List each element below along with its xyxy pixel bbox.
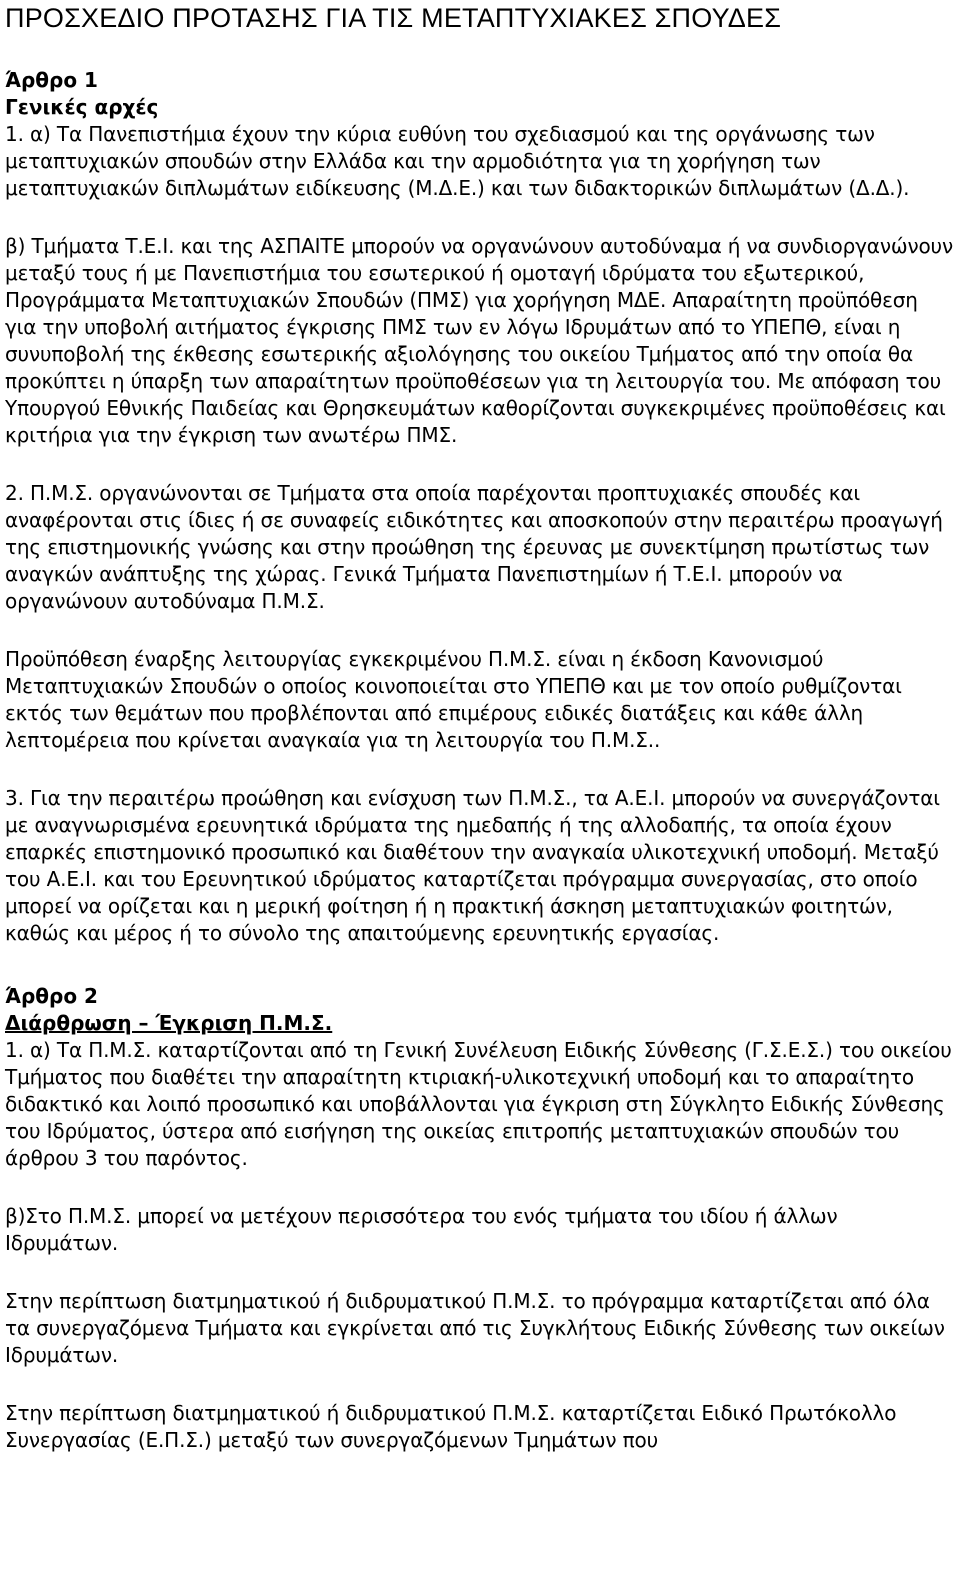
spacer [5, 1172, 953, 1203]
document-title: ΠΡΟΣΧΕΔΙΟ ΠΡΟΤΑΣΗΣ ΓΙΑ ΤΙΣ ΜΕΤΑΠΤΥΧΙΑΚΕΣ ΣΠΟΥΔΕΣ [5, 3, 782, 33]
spacer [5, 1257, 953, 1288]
article-1-paragraph-4: Προϋπόθεση έναρξης λειτουργίας εγκεκριμένου Π.Μ.Σ. είναι η έκδοση Κανονισμού Μεταπτυχιακών Σπουδών ο οποίος κοινοποιείται στο ΥΠΕΠΘ και με τον οποίο ρυθμίζονται εκτός των θεμάτων που προβλέπονται από επιμέρους ειδικές διατάξεις και κάθε άλλη λεπτομέρεια που κρίνεται αναγκαία για τη λειτουργία του Π.Μ.Σ.. [5, 647, 902, 752]
article-2-paragraph-2: β)Στο Π.Μ.Σ. μπορεί να μετέχουν περισσότερα του ενός τμήματα του ιδίου ή άλλων Ιδρυμάτων. [5, 1204, 838, 1255]
spacer [5, 449, 953, 480]
article-1-heading: Άρθρο 1 [5, 68, 98, 92]
spacer [5, 947, 953, 983]
article-2-subheading: Διάρθρωση – Έγκριση Π.Μ.Σ. [5, 1011, 333, 1035]
spacer [5, 615, 953, 646]
spacer [5, 35, 953, 67]
article-2-heading: Άρθρο 2 [5, 984, 98, 1008]
spacer [5, 1369, 953, 1400]
spacer [5, 202, 953, 233]
document-page [5, 0, 953, 1454]
article-1-paragraph-1: 1. α) Τα Πανεπιστήμια έχουν την κύρια ευθύνη του σχεδιασμού και της οργάνωσης των μεταπτυχιακών σπουδών στην Ελλάδα και την αρμοδιότητα για τη χορήγηση των μεταπτυχιακών διπλωμάτων ειδίκευσης (Μ.Δ.Ε.) και των διδακτορικών διπλωμάτων (Δ.Δ.). [5, 122, 910, 200]
article-1-subheading: Γενικές αρχές [5, 95, 159, 119]
article-1-paragraph-5: 3. Για την περαιτέρω προώθηση και ενίσχυση των Π.Μ.Σ., τα Α.Ε.Ι. μπορούν να συνεργάζονται με αναγνωρισμένα ερευνητικά ιδρύματα της ημεδαπής ή της αλλοδαπής, τα οποία έχουν επαρκές επιστημονικό προσωπικό και διαθέτουν την αναγκαία υλικοτεχνική υποδομή. Μεταξύ του Α.Ε.Ι. και του Ερευνητικού ιδρύματος καταρτίζεται πρόγραμμα συνεργασίας, στο οποίο μπορεί να ορίζεται και η μερική φοίτηση ή η πρακτική άσκηση μεταπτυχιακών φοιτητών, καθώς και μέρος ή το σύνολο της απαιτούμενης ερευνητικής εργασίας. [5, 786, 940, 945]
article-2-paragraph-1: 1. α) Τα Π.Μ.Σ. καταρτίζονται από τη Γενική Συνέλευση Ειδικής Σύνθεσης (Γ.Σ.Ε.Σ.) του οικείου Τμήματος που διαθέτει την απαραίτητη κτιριακή-υλικοτεχνική υποδομή και το απαραίτητο διδακτικό και λοιπό προσωπικό και υποβάλλονται για έγκριση στη Σύγκλητο Ειδικής Σύνθεσης του Ιδρύματος, ύστερα από εισήγηση της οικείας επιτροπής μεταπτυχιακών σπουδών του άρθρου 3 του παρόντος. [5, 1038, 952, 1170]
article-1-paragraph-3: 2. Π.Μ.Σ. οργανώνονται σε Τμήματα στα οποία παρέχονται προπτυχιακές σπουδές και αναφέρονται στις ίδιες ή σε συναφείς ειδικότητες και αποσκοπούν στην περαιτέρω προαγωγή της επιστημονικής γνώσης και στην προώθηση της έρευνας με συνεκτίμηση πρωτίστως των αναγκών ανάπτυξης της χώρας. Γενικά Τμήματα Πανεπιστημίων ή Τ.Ε.Ι. μπορούν να οργανώνουν αυτοδύναμα Π.Μ.Σ. [5, 481, 943, 613]
article-2-paragraph-4: Στην περίπτωση διατμηματικού ή διιδρυματικού Π.Μ.Σ. καταρτίζεται Ειδικό Πρωτόκολλο Συνεργασίας (Ε.Π.Σ.) μεταξύ των συνεργαζόμενων Τμημάτων που [5, 1401, 897, 1452]
article-2-paragraph-3: Στην περίπτωση διατμηματικού ή διιδρυματικού Π.Μ.Σ. το πρόγραμμα καταρτίζεται από όλα τα συνεργαζόμενα Τμήματα και εγκρίνεται από τις Συγκλήτους Ειδικής Σύνθεσης των οικείων Ιδρυμάτων. [5, 1289, 945, 1367]
article-1-paragraph-2: β) Τμήματα Τ.Ε.Ι. και της ΑΣΠΑΙΤΕ μπορούν να οργανώνουν αυτοδύναμα ή να συνδιοργανώνουν μεταξύ τους ή με Πανεπιστήμια του εσωτερικού ή ομοταγή ιδρύματα του εξωτερικού, Προγράμματα Μεταπτυχιακών Σπουδών (ΠΜΣ) για χορήγηση ΜΔΕ. Απαραίτητη προϋπόθεση για την υποβολή αιτήματος έγκρισης ΠΜΣ των εν λόγω Ιδρυμάτων από το ΥΠΕΠΘ, είναι η συνυποβολή της έκθεσης εσωτερικής αξιολόγησης του οικείου Τμήματος από την οποία θα προκύπτει η ύπαρξη των απαραίτητων προϋποθέσεων για τη λειτουργία του. Με απόφαση του Υπουργού Εθνικής Παιδείας και Θρησκευμάτων καθορίζονται συγκεκριμένες προϋποθέσεις και κριτήρια για την έγκριση των ανωτέρω ΠΜΣ. [5, 234, 954, 447]
spacer [5, 754, 953, 785]
